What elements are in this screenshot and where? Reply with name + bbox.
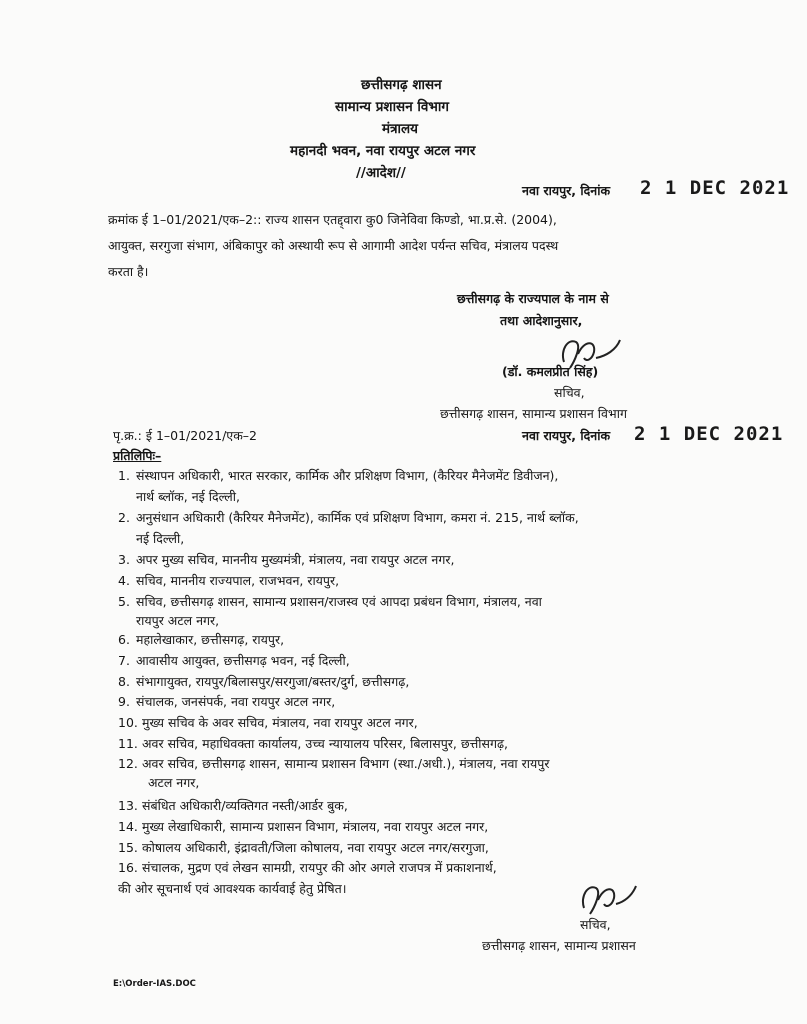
- list-item-text: मुख्य सचिव के अवर सचिव, मंत्रालय, नवा रायपुर अटल नगर,: [142, 715, 418, 730]
- list-item: [118, 715, 418, 730]
- list-item: [118, 756, 549, 771]
- copy-heading: प्रतिलिपिः–: [113, 448, 162, 463]
- list-item: [118, 860, 497, 875]
- list-item: [118, 510, 579, 525]
- order-heading: //आदेश//: [356, 165, 406, 181]
- list-item-text: अनुसंधान अधिकारी (कैरियर मैनेजमेंट), कार्मिक एवं प्रशिक्षण विभाग, कमरा नं. 215, नार्थ ब्लॉक,: [136, 510, 579, 525]
- list-item-number: 8.: [118, 674, 130, 689]
- order-text-line-2: आयुक्त, सरगुजा संभाग, अंबिकापुर को अस्थायी रूप से आगामी आदेश पर्यन्त सचिव, मंत्रालय पदस्थ: [108, 238, 559, 253]
- list-item-number: 4.: [118, 573, 130, 588]
- list-item: [118, 552, 454, 567]
- header-line-2: सामान्य प्रशासन विभाग: [335, 99, 449, 115]
- list-item-number: 9.: [118, 694, 130, 709]
- header-line-1: छत्तीसगढ़ शासन: [361, 77, 442, 93]
- list-item-text: संचालक, जनसंपर्क, नवा रायपुर अटल नगर,: [136, 694, 336, 709]
- date-label: नवा रायपुर, दिनांक: [522, 183, 611, 198]
- signature-authority-line-1: छत्तीसगढ़ के राज्यपाल के नाम से: [457, 291, 609, 306]
- list-item: [118, 573, 339, 588]
- endorsement-ref: पृ.क्र.: ई 1–01/2021/एक–2: [113, 428, 258, 443]
- list-item-text: अवर सचिव, महाधिवक्ता कार्यालय, उच्च न्यायालय परिसर, बिलासपुर, छत्तीसगढ़,: [142, 736, 508, 751]
- list-item-continuation: नई दिल्ली,: [136, 531, 185, 546]
- endorsement-date-stamp: 2 1 DEC 2021: [634, 423, 784, 445]
- list-item-text: महालेखाकार, छत्तीसगढ़, रायपुर,: [136, 632, 285, 647]
- list-item-text: संस्थापन अधिकारी, भारत सरकार, कार्मिक और प्रशिक्षण विभाग, (कैरियर मैनेजमेंट डिवीजन),: [136, 468, 559, 483]
- list-item-continuation: नार्थ ब्लॉक, नई दिल्ली,: [136, 489, 240, 504]
- list-item-number: 6.: [118, 632, 130, 647]
- list-item-number: 15.: [118, 840, 138, 855]
- list-item: [118, 674, 409, 689]
- list-item-text: कोषालय अधिकारी, इंद्रावती/जिला कोषालय, नवा रायपुर अटल नगर/सरगुजा,: [142, 840, 489, 855]
- endorsement-date-label: नवा रायपुर, दिनांक: [522, 428, 611, 443]
- list-item-continuation: अटल नगर,: [148, 775, 200, 790]
- list-item-continuation: रायपुर अटल नगर,: [136, 613, 220, 628]
- file-path: E:\Order-IAS.DOC: [113, 979, 196, 989]
- list-item: [118, 819, 488, 834]
- list-item-number: 16.: [118, 860, 138, 875]
- list-item-text: सचिव, छत्तीसगढ़ शासन, सामान्य प्रशासन/राजस्व एवं आपदा प्रबंधन विभाग, मंत्रालय, नवा: [136, 594, 542, 609]
- signatory-designation: सचिव,: [554, 385, 585, 400]
- header-line-3: मंत्रालय: [382, 121, 419, 137]
- list-item-number: 2.: [118, 510, 130, 525]
- list-item: [118, 736, 508, 751]
- list-item: [118, 594, 542, 609]
- list-item-number: 3.: [118, 552, 130, 567]
- list-item-number: 14.: [118, 819, 138, 834]
- order-text-line-3: करता है।: [108, 264, 149, 279]
- list-item-text: मुख्य लेखाधिकारी, सामान्य प्रशासन विभाग, मंत्रालय, नवा रायपुर अटल नगर,: [142, 819, 489, 834]
- signatory-name: (डॉ. कमलप्रीत सिंह): [502, 364, 599, 379]
- list-item: [118, 632, 284, 647]
- list-item: [118, 468, 558, 483]
- list-item-number: 12.: [118, 756, 138, 771]
- handwritten-signature-2: [578, 880, 638, 920]
- list-item: [118, 694, 335, 709]
- list-item-number: 10.: [118, 715, 138, 730]
- list-item-text: संभागायुक्त, रायपुर/बिलासपुर/सरगुजा/बस्तर/दुर्ग, छत्तीसगढ़,: [136, 674, 410, 689]
- date-stamp: 2 1 DEC 2021: [640, 177, 790, 199]
- list-item: [118, 840, 489, 855]
- list-item-number: 11.: [118, 736, 138, 751]
- list-item-text: सचिव, माननीय राज्यपाल, राजभवन, रायपुर,: [136, 573, 340, 588]
- list-item-number: 1.: [118, 468, 130, 483]
- list-item-number: 5.: [118, 594, 130, 609]
- list-item: [118, 798, 348, 813]
- header-line-4: महानदी भवन, नवा रायपुर अटल नगर: [290, 143, 476, 159]
- list-item-text: संचालक, मुद्रण एवं लेखन सामग्री, रायपुर की ओर अगले राजपत्र में प्रकाशनार्थ,: [142, 860, 497, 875]
- signatory-2-department: छत्तीसगढ़ शासन, सामान्य प्रशासन: [482, 938, 636, 953]
- closing-line: की ओर सूचनार्थ एवं आवश्यक कार्यवाई हेतु प्रेषित।: [118, 881, 347, 896]
- list-item-text: अवर सचिव, छत्तीसगढ़ शासन, सामान्य प्रशासन विभाग (स्था./अधी.), मंत्रालय, नवा रायपुर: [142, 756, 550, 771]
- list-item-text: आवासीय आयुक्त, छत्तीसगढ़ भवन, नई दिल्ली,: [136, 653, 350, 668]
- list-item-text: अपर मुख्य सचिव, माननीय मुख्यमंत्री, मंत्रालय, नवा रायपुर अटल नगर,: [136, 552, 455, 567]
- list-item-number: 7.: [118, 653, 130, 668]
- list-item-text: संबंधित अधिकारी/व्यक्तिगत नस्ती/आर्डर बुक,: [142, 798, 348, 813]
- list-item-number: 13.: [118, 798, 138, 813]
- signatory-2-designation: सचिव,: [580, 917, 611, 932]
- signatory-department: छत्तीसगढ़ शासन, सामान्य प्रशासन विभाग: [440, 406, 627, 421]
- list-item: [118, 653, 350, 668]
- order-text-line-1: क्रमांक ई 1–01/2021/एक–2:: राज्य शासन एतद्द्वारा कु0 जिनेविवा किण्डो, भा.प्र.से. (2004),: [108, 212, 557, 227]
- signature-authority-line-2: तथा आदेशानुसार,: [500, 313, 583, 328]
